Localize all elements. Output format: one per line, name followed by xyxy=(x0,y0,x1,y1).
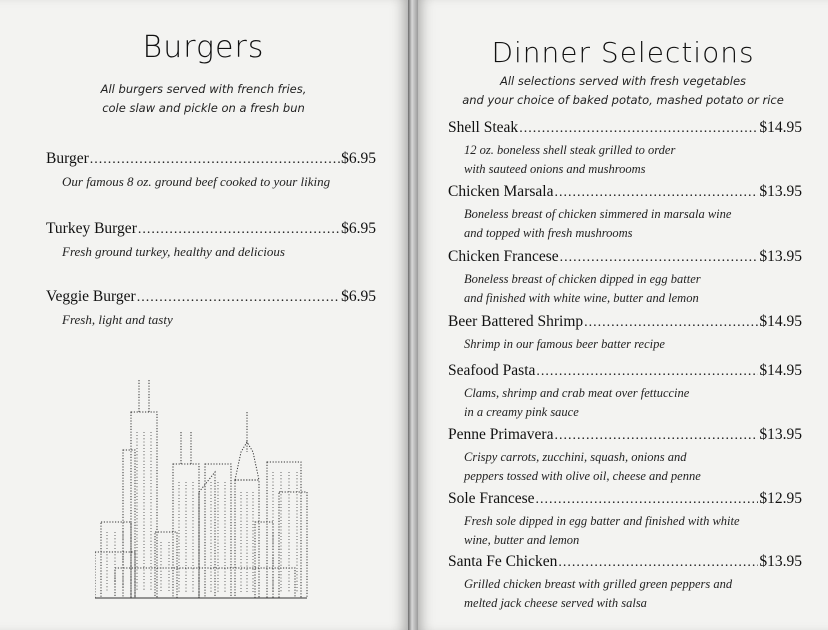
leader-dots xyxy=(536,492,759,508)
leader-dots xyxy=(554,428,758,444)
item-description xyxy=(448,205,802,243)
item-price: $14.95 xyxy=(759,362,802,379)
right-menu-page xyxy=(418,0,828,630)
item-description xyxy=(448,270,802,308)
item-name: Santa Fe Chicken xyxy=(448,553,558,570)
item-price: $6.95 xyxy=(341,288,376,305)
item-name: Penne Primavera xyxy=(448,426,554,443)
menu-item-chicken-marsala xyxy=(448,183,802,243)
leader-dots xyxy=(584,315,758,331)
item-price: $13.95 xyxy=(759,248,802,265)
item-description-line: Fresh ground turkey, healthy and delicious xyxy=(62,244,285,259)
menu-item-veggie-burger xyxy=(46,288,376,329)
item-description-line: with sauteed onions and mushrooms xyxy=(464,162,646,176)
item-name: Veggie Burger xyxy=(46,288,136,305)
item-description-line: Crispy carrots, zucchini, squash, onions and xyxy=(464,450,687,464)
dinner-subtitle-line-1: All selections served with fresh vegetables xyxy=(499,74,747,88)
menu-item-sole-francese xyxy=(448,490,802,550)
item-description-line: 12 oz. boneless shell steak grilled to order xyxy=(464,143,676,157)
item-name: Seafood Pasta xyxy=(448,362,536,379)
item-description-line: peppers tossed with olive oil, cheese and penne xyxy=(464,469,701,483)
leader-dots xyxy=(90,152,340,168)
item-description-line: Our famous 8 oz. ground beef cooked to your liking xyxy=(62,174,331,189)
item-description-line: Shrimp in our famous beer batter recipe xyxy=(464,337,665,351)
item-description xyxy=(46,310,376,329)
city-skyline-icon xyxy=(95,372,315,600)
item-description xyxy=(46,172,376,191)
item-price: $13.95 xyxy=(759,426,802,443)
menu-item-turkey-burger xyxy=(46,220,376,261)
book-spine xyxy=(408,0,418,630)
leader-dots xyxy=(137,290,340,306)
item-description-line: in a creamy pink sauce xyxy=(464,405,579,419)
item-price: $13.95 xyxy=(759,183,802,200)
burgers-subtitle-line-2: cole slaw and pickle on a fresh bun xyxy=(102,101,305,115)
item-price: $13.95 xyxy=(759,553,802,570)
item-name: Beer Battered Shrimp xyxy=(448,313,584,330)
item-description-line: Clams, shrimp and crab meat over fettuccine xyxy=(464,386,690,400)
left-menu-page xyxy=(0,0,408,630)
leader-dots xyxy=(138,222,340,238)
dinner-selections-title: Dinner Selections xyxy=(491,36,755,69)
menu-item-burger xyxy=(46,150,376,191)
item-description-line: Boneless breast of chicken dipped in egg batter xyxy=(464,272,701,286)
item-price: $14.95 xyxy=(759,313,802,330)
item-name: Shell Steak xyxy=(448,119,519,136)
item-description-line: melted jack cheese served with salsa xyxy=(464,596,647,610)
item-description xyxy=(448,448,802,486)
menu-item-chicken-francese xyxy=(448,248,802,308)
item-description-line: Fresh, light and tasty xyxy=(62,312,173,327)
leader-dots xyxy=(560,250,759,266)
item-name: Turkey Burger xyxy=(46,220,137,237)
dinner-subtitle xyxy=(418,72,828,110)
item-price: $12.95 xyxy=(759,490,802,507)
item-description-line: and topped with fresh mushrooms xyxy=(464,226,633,240)
item-name: Chicken Francese xyxy=(448,248,559,265)
menu-item-shell-steak xyxy=(448,119,802,179)
leader-dots xyxy=(536,364,758,380)
item-description-line: wine, butter and lemon xyxy=(464,533,580,547)
item-description xyxy=(448,575,802,613)
item-name: Sole Francese xyxy=(448,490,535,507)
dinner-subtitle-line-2: and your choice of baked potato, mashed potato or rice xyxy=(462,93,784,107)
menu-item-santa-fe-chicken xyxy=(448,553,802,613)
item-description xyxy=(46,242,376,261)
item-description xyxy=(448,141,802,179)
item-description-line: Fresh sole dipped in egg batter and finished with white xyxy=(464,514,740,528)
menu-item-penne-primavera xyxy=(448,426,802,486)
leader-dots xyxy=(519,121,758,137)
item-description-line: Grilled chicken breast with grilled green peppers and xyxy=(464,577,733,591)
item-price: $14.95 xyxy=(759,119,802,136)
item-description xyxy=(448,384,802,422)
leader-dots xyxy=(558,555,758,571)
burgers-subtitle xyxy=(0,80,407,118)
burgers-subtitle-line-1: All burgers served with french fries, xyxy=(100,82,307,96)
item-price: $6.95 xyxy=(341,150,376,167)
item-price: $6.95 xyxy=(341,220,376,237)
item-description xyxy=(448,335,802,354)
item-description-line: Boneless breast of chicken simmered in marsala wine xyxy=(464,207,732,221)
item-description xyxy=(448,512,802,550)
leader-dots xyxy=(554,185,758,201)
burgers-title: Burgers xyxy=(142,30,265,65)
item-name: Burger xyxy=(46,150,89,167)
menu-item-beer-battered-shrimp xyxy=(448,313,802,354)
item-description-line: and finished with white wine, butter and lemon xyxy=(464,291,699,305)
item-name: Chicken Marsala xyxy=(448,183,554,200)
menu-item-seafood-pasta xyxy=(448,362,802,422)
